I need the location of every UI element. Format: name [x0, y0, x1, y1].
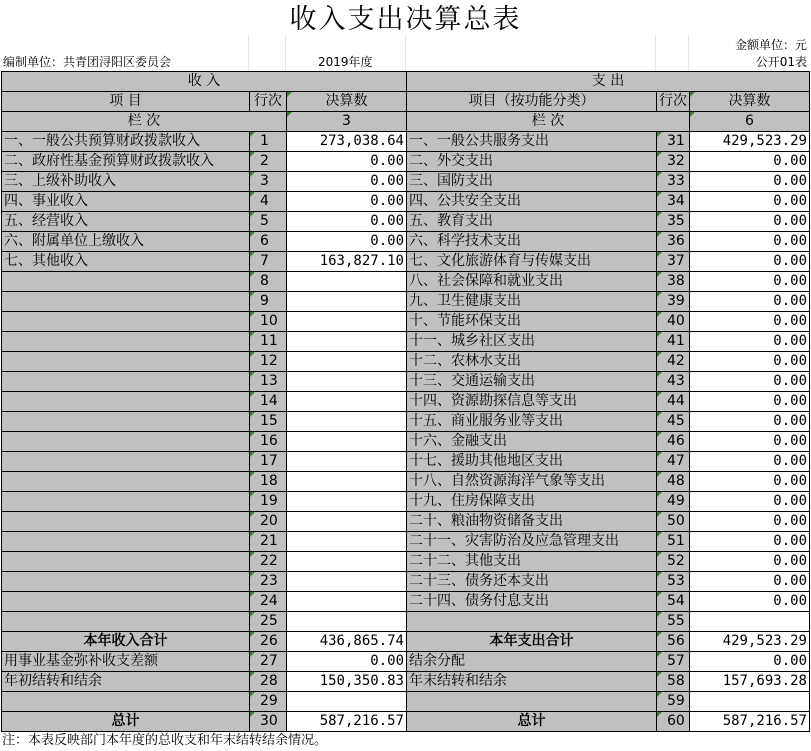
expense-row-number: 31: [657, 132, 690, 152]
cell-flag-marker: [657, 432, 662, 437]
income-item-label: 总计: [2, 712, 250, 732]
expense-col-index: 6: [690, 112, 810, 132]
income-amount: 273,038.64: [287, 132, 407, 152]
cell-flag-marker: [657, 492, 662, 497]
expense-amount: 0.00: [690, 512, 810, 532]
income-amount: [287, 412, 407, 432]
cell-flag-marker: [250, 312, 255, 317]
expense-amount: 0.00: [690, 432, 810, 452]
cell-flag-marker: [250, 352, 255, 357]
income-row-number: 28: [250, 672, 287, 692]
cell-flag-marker: [657, 332, 662, 337]
cell-flag-marker: [657, 152, 662, 157]
expense-item-label: 三、国防支出: [407, 172, 657, 192]
expense-row-number: 36: [657, 232, 690, 252]
cell-flag-marker: [657, 592, 662, 597]
cell-flag-marker: [250, 592, 255, 597]
income-item-label: 二、政府性基金预算财政拨款收入: [2, 152, 250, 172]
expense-amount: 0.00: [690, 172, 810, 192]
income-amount: [287, 512, 407, 532]
income-row-number: 20: [250, 512, 287, 532]
column-index-row: [2, 112, 810, 132]
table-row: [2, 272, 810, 292]
income-col-index: 3: [287, 112, 407, 132]
cell-flag-marker: [657, 192, 662, 197]
expense-item-label: 二十三、债务还本支出: [407, 572, 657, 592]
cell-flag-marker: [657, 212, 662, 217]
income-item-label: [2, 412, 250, 432]
cell-flag-marker: [657, 632, 662, 637]
cell-flag-marker: [250, 652, 255, 657]
expense-row-number: 45: [657, 412, 690, 432]
expense-item-label: 五、教育支出: [407, 212, 657, 232]
table-row: [2, 592, 810, 612]
income-amount: 0.00: [287, 152, 407, 172]
expense-row-number: 57: [657, 652, 690, 672]
income-item-label: [2, 272, 250, 292]
expense-row-number: 52: [657, 552, 690, 572]
cell-flag-marker: [250, 672, 255, 677]
income-item-label: 本年收入合计: [2, 632, 250, 652]
expense-item-label: 四、公共安全支出: [407, 192, 657, 212]
expense-item-label: 七、文化旅游体育与传媒支出: [407, 252, 657, 272]
expense-amount: 0.00: [690, 472, 810, 492]
cell-flag-marker: [657, 172, 662, 177]
income-amount: 0.00: [287, 172, 407, 192]
expense-row-number: 47: [657, 452, 690, 472]
expense-amount: 0.00: [690, 592, 810, 612]
expense-row-number: 58: [657, 672, 690, 692]
income-amount: 163,827.10: [287, 252, 407, 272]
expense-item-label: 九、卫生健康支出: [407, 292, 657, 312]
expense-amount: 0.00: [690, 372, 810, 392]
expense-item-label: 十七、援助其他地区支出: [407, 452, 657, 472]
cell-flag-marker: [657, 452, 662, 457]
expense-item-label: 二十四、债务付息支出: [407, 592, 657, 612]
income-item-label: [2, 492, 250, 512]
expense-amount: 0.00: [690, 232, 810, 252]
table-row: [2, 372, 810, 392]
cell-flag-marker: [657, 372, 662, 377]
expense-amount: 0.00: [690, 352, 810, 372]
expense-amount: [690, 612, 810, 632]
expense-item-label: 八、社会保障和就业支出: [407, 272, 657, 292]
cell-flag-marker: [250, 132, 255, 137]
expense-item-label: 十、节能环保支出: [407, 312, 657, 332]
income-row-number: 29: [250, 692, 287, 712]
income-item-label: [2, 332, 250, 352]
expense-row-number: 38: [657, 272, 690, 292]
income-row-number: 9: [250, 292, 287, 312]
income-rowno-header: 行次: [250, 92, 287, 112]
expense-item-label: 总计: [407, 712, 657, 732]
income-row-number: 6: [250, 232, 287, 252]
cell-flag-marker: [657, 612, 662, 617]
expense-row-number: 40: [657, 312, 690, 332]
table-row: [2, 352, 810, 372]
income-amount: [287, 572, 407, 592]
year-label: 2019年度: [318, 55, 373, 69]
income-amount: [287, 432, 407, 452]
budget-table: [1, 71, 810, 732]
income-row-number: 17: [250, 452, 287, 472]
cell-flag-marker: [250, 572, 255, 577]
table-row: [2, 172, 810, 192]
cell-flag-marker: [250, 612, 255, 617]
expense-row-number: 39: [657, 292, 690, 312]
expense-row-number: 33: [657, 172, 690, 192]
income-row-number: 24: [250, 592, 287, 612]
income-row-number: 25: [250, 612, 287, 632]
cell-flag-marker: [250, 192, 255, 197]
cell-flag-marker: [657, 692, 662, 697]
expense-section-header: 支 出: [407, 72, 810, 92]
table-row: [2, 192, 810, 212]
table-row: [2, 292, 810, 312]
income-row-number: 11: [250, 332, 287, 352]
expense-amount: 0.00: [690, 392, 810, 412]
cell-flag-marker: [657, 552, 662, 557]
income-row-number: 2: [250, 152, 287, 172]
expense-row-number: 48: [657, 472, 690, 492]
income-row-number: 15: [250, 412, 287, 432]
expense-item-label: [407, 612, 657, 632]
section-header-row: [2, 72, 810, 92]
total-row: [2, 652, 810, 672]
cell-flag-marker: [657, 292, 662, 297]
expense-amount: 0.00: [690, 412, 810, 432]
expense-row-number: 46: [657, 432, 690, 452]
cell-flag-marker: [657, 512, 662, 517]
income-item-label: [2, 552, 250, 572]
table-row: [2, 432, 810, 452]
expense-item-label: 十二、农林水支出: [407, 352, 657, 372]
table-row: [2, 412, 810, 432]
income-amount: [287, 452, 407, 472]
expense-item-label: 一、一般公共服务支出: [407, 132, 657, 152]
cell-flag-marker: [657, 532, 662, 537]
expense-row-number: 34: [657, 192, 690, 212]
cell-flag-marker: [250, 452, 255, 457]
expense-amount: 0.00: [690, 532, 810, 552]
expense-amount: 0.00: [690, 552, 810, 572]
income-amount: 0.00: [287, 192, 407, 212]
income-item-label: 三、上级补助收入: [2, 172, 250, 192]
income-item-label: [2, 572, 250, 592]
expense-row-number: 42: [657, 352, 690, 372]
income-item-label: 用事业基金弥补收支差额: [2, 652, 250, 672]
cell-flag-marker: [657, 572, 662, 577]
income-item-label: [2, 392, 250, 412]
expense-row-number: 43: [657, 372, 690, 392]
expense-row-number: 44: [657, 392, 690, 412]
income-amount: 0.00: [287, 652, 407, 672]
expense-amount: 157,693.28: [690, 672, 810, 692]
expense-amount: 429,523.29: [690, 632, 810, 652]
cell-flag-marker: [250, 632, 255, 637]
cell-flag-marker: [657, 352, 662, 357]
income-amount: [287, 692, 407, 712]
income-row-number: 23: [250, 572, 287, 592]
income-item-label: [2, 692, 250, 712]
expense-amount: 429,523.29: [690, 132, 810, 152]
expense-row-number: 50: [657, 512, 690, 532]
cell-flag-marker: [250, 692, 255, 697]
cell-flag-marker: [250, 172, 255, 177]
cell-flag-marker: [657, 272, 662, 277]
expense-row-number: 56: [657, 632, 690, 652]
cell-flag-marker: [250, 292, 255, 297]
income-amount-header: 决算数: [287, 92, 407, 112]
expense-item-label: 十三、交通运输支出: [407, 372, 657, 392]
table-row: [2, 512, 810, 532]
expense-row-number: 49: [657, 492, 690, 512]
expense-row-number: 37: [657, 252, 690, 272]
expense-item-header: 项目（按功能分类）: [407, 92, 657, 112]
expense-item-label: 二、外交支出: [407, 152, 657, 172]
income-item-label: [2, 592, 250, 612]
expense-amount: 587,216.57: [690, 712, 810, 732]
expense-row-number: 32: [657, 152, 690, 172]
income-row-number: 10: [250, 312, 287, 332]
income-amount: 0.00: [287, 212, 407, 232]
income-row-number: 13: [250, 372, 287, 392]
income-row-number: 27: [250, 652, 287, 672]
income-row-number: 30: [250, 712, 287, 732]
expense-row-number: 54: [657, 592, 690, 612]
cell-flag-marker: [657, 652, 662, 657]
total-row: [2, 672, 810, 692]
cell-flag-marker: [657, 392, 662, 397]
expense-item-label: 二十一、灾害防治及应急管理支出: [407, 532, 657, 552]
income-amount: [287, 392, 407, 412]
cell-flag-marker: [250, 472, 255, 477]
income-row-number: 22: [250, 552, 287, 572]
income-amount: [287, 552, 407, 572]
table-row: [2, 572, 810, 592]
expense-amount: 0.00: [690, 272, 810, 292]
cell-flag-marker: [250, 492, 255, 497]
table-row: [2, 252, 810, 272]
income-amount: [287, 292, 407, 312]
table-row: [2, 212, 810, 232]
income-item-header: 项 目: [2, 92, 250, 112]
expense-amount: 0.00: [690, 332, 810, 352]
table-row: [2, 392, 810, 412]
table-row: [2, 232, 810, 252]
income-item-label: [2, 372, 250, 392]
income-item-label: [2, 472, 250, 492]
cell-flag-marker: [657, 132, 662, 137]
income-item-label: [2, 452, 250, 472]
income-row-number: 8: [250, 272, 287, 292]
cell-flag-marker: [250, 372, 255, 377]
expense-item-label: 十九、住房保障支出: [407, 492, 657, 512]
table-row: [2, 152, 810, 172]
unit-label: 金额单位：元: [734, 38, 807, 52]
income-row-number: 14: [250, 392, 287, 412]
income-section-header: 收 入: [2, 72, 407, 92]
table-row: [2, 312, 810, 332]
expense-row-number: 51: [657, 532, 690, 552]
cell-flag-marker: [250, 252, 255, 257]
table-row: [2, 612, 810, 632]
expense-item-label: 十八、自然资源海洋气象等支出: [407, 472, 657, 492]
table-row: [2, 552, 810, 572]
footnote: 注：本表反映部门本年度的总收支和年末结转结余情况。: [2, 733, 328, 748]
expense-item-label: 十四、资源勘探信息等支出: [407, 392, 657, 412]
cell-flag-marker: [250, 392, 255, 397]
income-amount: [287, 492, 407, 512]
total-row: [2, 692, 810, 712]
expense-item-label: 十五、商业服务业等支出: [407, 412, 657, 432]
table-row: [2, 452, 810, 472]
expense-row-number: 60: [657, 712, 690, 732]
income-item-label: 六、附属单位上缴收入: [2, 232, 250, 252]
cell-flag-marker: [657, 252, 662, 257]
column-header-row: [2, 92, 810, 112]
income-item-label: [2, 352, 250, 372]
income-amount: [287, 472, 407, 492]
table-row: [2, 132, 810, 152]
report-title: 收入支出决算总表: [289, 4, 522, 35]
income-amount: [287, 592, 407, 612]
income-row-number: 18: [250, 472, 287, 492]
form-number: 公开01表: [755, 55, 807, 69]
income-amount: 436,865.74: [287, 632, 407, 652]
income-row-number: 16: [250, 432, 287, 452]
income-row-number: 5: [250, 212, 287, 232]
income-amount: [287, 272, 407, 292]
expense-item-label: 结余分配: [407, 652, 657, 672]
cell-flag-marker: [250, 412, 255, 417]
income-row-number: 21: [250, 532, 287, 552]
total-row: [2, 712, 810, 732]
expense-amount: 0.00: [690, 492, 810, 512]
income-item-label: [2, 292, 250, 312]
income-item-label: 七、其他收入: [2, 252, 250, 272]
expense-item-label: [407, 692, 657, 712]
expense-amount: 0.00: [690, 452, 810, 472]
cell-flag-marker: [657, 472, 662, 477]
income-amount: [287, 332, 407, 352]
income-row-number: 26: [250, 632, 287, 652]
income-item-label: [2, 612, 250, 632]
income-amount: 0.00: [287, 232, 407, 252]
income-amount: [287, 372, 407, 392]
expense-row-number: 35: [657, 212, 690, 232]
expense-row-number: 59: [657, 692, 690, 712]
expense-amount: 0.00: [690, 292, 810, 312]
cell-flag-marker: [250, 232, 255, 237]
expense-amount: 0.00: [690, 152, 810, 172]
income-amount: 587,216.57: [287, 712, 407, 732]
expense-lanci-label: 栏 次: [407, 112, 690, 132]
expense-amount: 0.00: [690, 212, 810, 232]
cell-flag-marker: [250, 212, 255, 217]
income-row-number: 7: [250, 252, 287, 272]
expense-item-label: 六、科学技术支出: [407, 232, 657, 252]
expense-amount: 0.00: [690, 572, 810, 592]
income-row-number: 12: [250, 352, 287, 372]
table-row: [2, 492, 810, 512]
cell-flag-marker: [657, 712, 662, 717]
income-row-number: 1: [250, 132, 287, 152]
expense-amount: 0.00: [690, 312, 810, 332]
cell-flag-marker: [250, 332, 255, 337]
expense-amount: 0.00: [690, 652, 810, 672]
expense-item-label: 二十、粮油物资储备支出: [407, 512, 657, 532]
expense-amount: 0.00: [690, 252, 810, 272]
expense-item-label: 十一、城乡社区支出: [407, 332, 657, 352]
cell-flag-marker: [657, 672, 662, 677]
income-amount: 150,350.83: [287, 672, 407, 692]
expense-row-number: 55: [657, 612, 690, 632]
income-row-number: 19: [250, 492, 287, 512]
expense-item-label: 二十二、其他支出: [407, 552, 657, 572]
cell-flag-marker: [250, 512, 255, 517]
expense-row-number: 53: [657, 572, 690, 592]
cell-flag-marker: [250, 272, 255, 277]
income-row-number: 3: [250, 172, 287, 192]
cell-flag-marker: [250, 712, 255, 717]
total-row: [2, 632, 810, 652]
income-item-label: 一、一般公共预算财政拨款收入: [2, 132, 250, 152]
expense-amount-header: 决算数: [690, 92, 810, 112]
expense-row-number: 41: [657, 332, 690, 352]
sheet-gridlines: [0, 36, 811, 54]
expense-rowno-header: 行次: [657, 92, 690, 112]
income-amount: [287, 532, 407, 552]
expense-item-label: 年末结转和结余: [407, 672, 657, 692]
cell-flag-marker: [250, 532, 255, 537]
income-row-number: 4: [250, 192, 287, 212]
income-lanci-label: 栏 次: [2, 112, 287, 132]
cell-flag-marker: [250, 152, 255, 157]
income-item-label: 年初结转和结余: [2, 672, 250, 692]
cell-flag-marker: [250, 552, 255, 557]
cell-flag-marker: [657, 412, 662, 417]
expense-item-label: 本年支出合计: [407, 632, 657, 652]
income-item-label: [2, 432, 250, 452]
cell-flag-marker: [657, 232, 662, 237]
org-label: 编制单位：共青团浔阳区委员会: [3, 55, 172, 69]
income-item-label: [2, 532, 250, 552]
table-row: [2, 532, 810, 552]
income-amount: [287, 312, 407, 332]
expense-amount: 0.00: [690, 192, 810, 212]
income-item-label: [2, 512, 250, 532]
income-item-label: 五、经营收入: [2, 212, 250, 232]
income-item-label: [2, 312, 250, 332]
cell-flag-marker: [657, 312, 662, 317]
income-amount: [287, 352, 407, 372]
cell-flag-marker: [250, 432, 255, 437]
income-amount: [287, 612, 407, 632]
table-row: [2, 332, 810, 352]
expense-item-label: 十六、金融支出: [407, 432, 657, 452]
expense-amount: [690, 692, 810, 712]
table-row: [2, 472, 810, 492]
income-item-label: 四、事业收入: [2, 192, 250, 212]
